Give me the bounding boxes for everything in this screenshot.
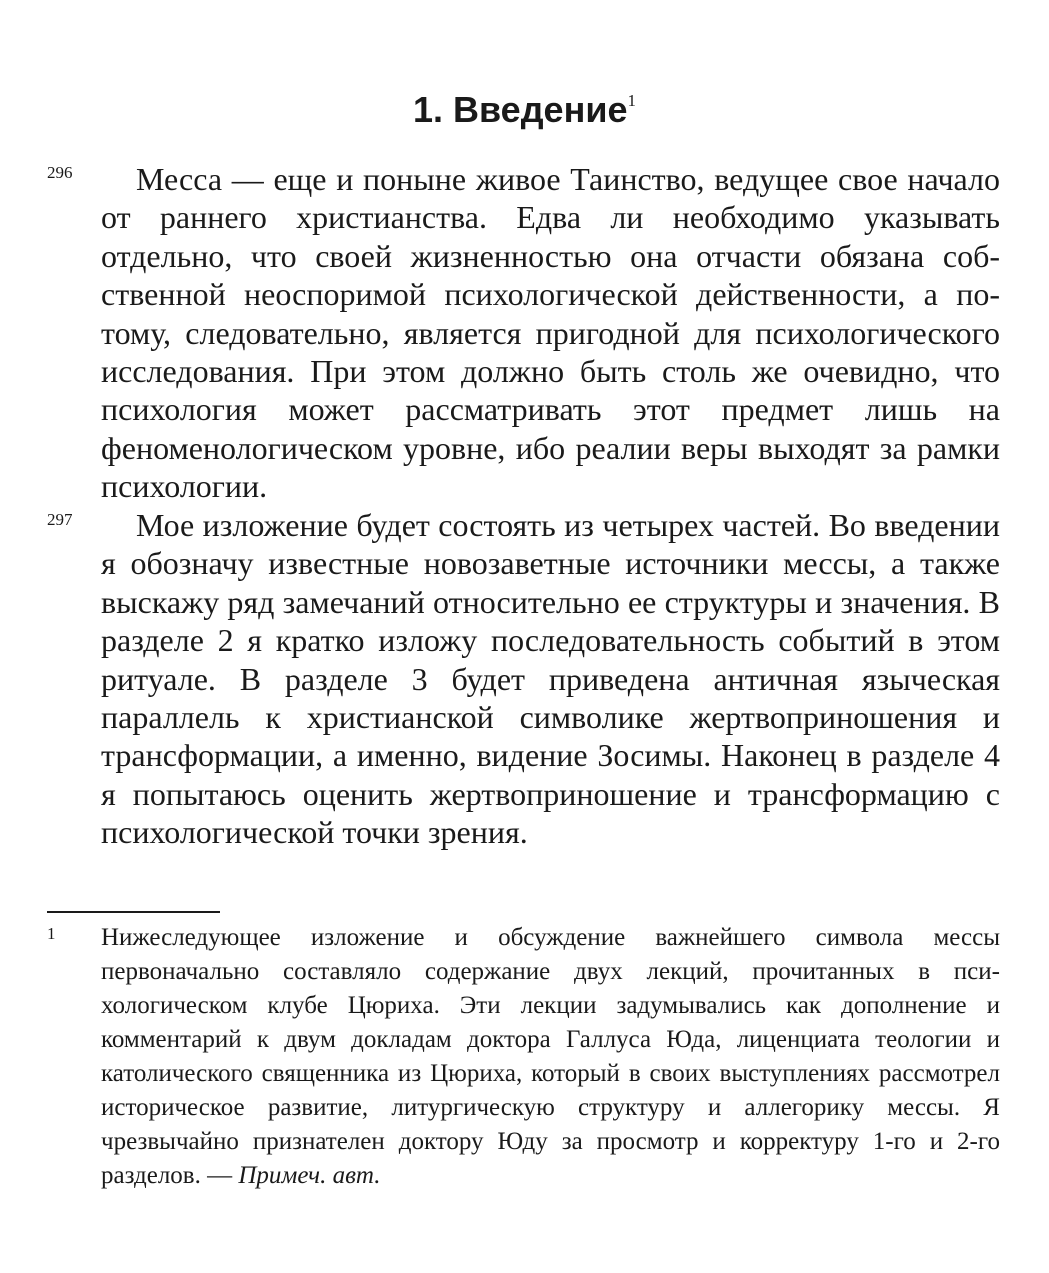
- footnote-attribution: Примеч. авт.: [238, 1162, 381, 1189]
- body-paragraph: Мое изложение будет состоять из четырех частей. Во введении я обозначу известные новозаветные источники мессы, а также выскажу ряд замечаний относительно ее структуры и значения. В разделе 2 я кратко изложу последовательность событий в этом ритуале. В разделе 3 будет приведена античная языческая параллель к христианской символике жертвоприношения и трансформации, а именно, видение Зосимы. Наконец в разделе 4 я попытаюсь оценить жертвоприношение и трансформацию с психологической точки зрения.: [101, 507, 1000, 851]
- footnote-divider: [47, 911, 220, 913]
- body-paragraph: Месса — еще и поныне живое Таинство, ведущее свое начало от раннего христианства. Едва ли необходимо указывать отдельно, что своей жизненностью она отчасти обязана собственной неоспоримой психологической действенности, а потому, следовательно, является пригодной для психологического исследования. При этом должно быть столь же очевидно, что психология может рассматривать этот предмет лишь на феноменологическом уровне, ибо реалии веры выходят за рамки психологии.: [101, 161, 1000, 505]
- paragraph-number: 297: [47, 510, 73, 529]
- chapter-heading: [0, 84, 1049, 136]
- footnote-text: [101, 921, 1000, 1193]
- footnote-number: 1: [47, 924, 56, 943]
- footnote-body: Нижеследующее изложение и обсуждение важнейшего символа мессы первоначально составляло содержание двух лекций, прочитанных в психологическом клубе Цюриха. Эти лекции задумывались как дополнение и комментарий к двум докладам доктора Галлуса Юда, лиценциата теологии и католического священника из Цюриха, который в своих выступлениях рассмотрел историческое развитие, литургическую структуру и аллегорику мессы. Я чрезвычайно признателен доктору Юду за просмотр и корректуру 1-го и 2-го разделов. —: [101, 924, 1000, 1189]
- paragraph-number: 296: [47, 163, 73, 182]
- chapter-title: 1. Введение: [413, 89, 628, 130]
- footnote-reference[interactable]: 1: [627, 91, 636, 110]
